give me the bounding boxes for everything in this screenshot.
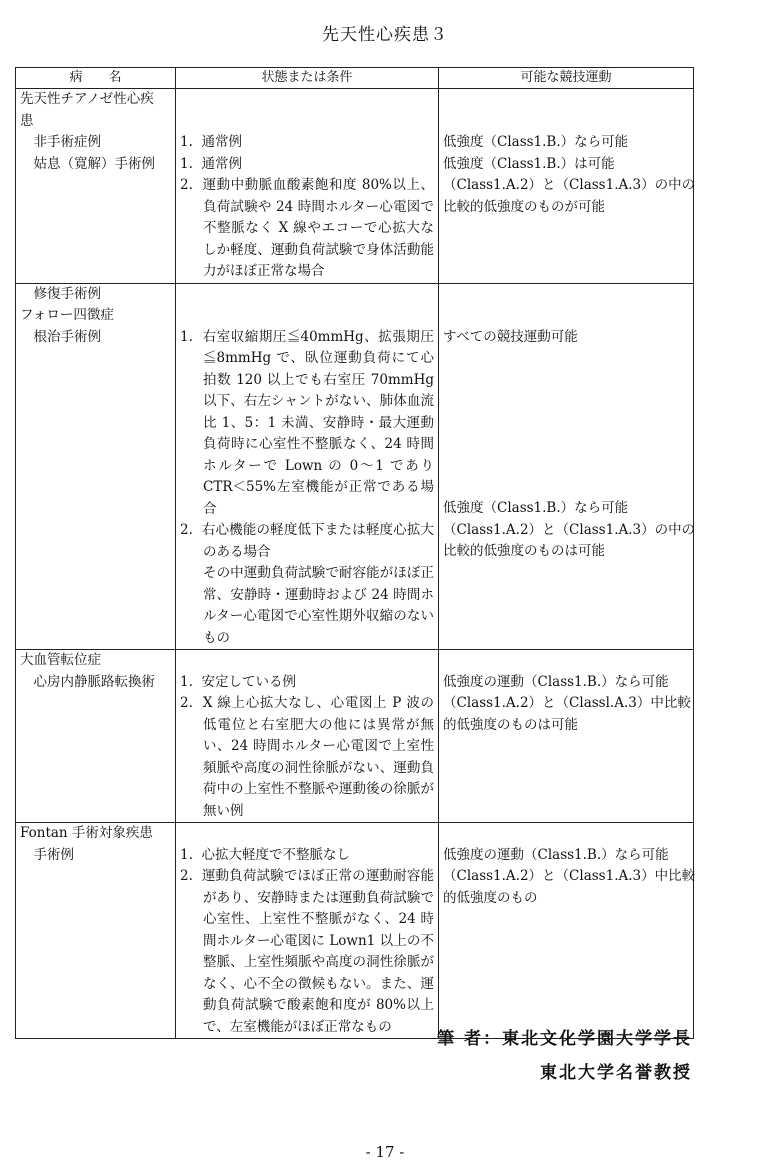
disease-line: Fontan 手術対象疾患 xyxy=(20,825,153,841)
sports-cell xyxy=(439,650,694,823)
sports-line: 低強度（Class1.B.）なら可能 xyxy=(443,134,629,150)
conditions-cell xyxy=(176,283,439,650)
condition-item: 1. 通常例 xyxy=(180,134,242,150)
condition-item: 1. 安定している例 xyxy=(180,673,296,690)
condition-item: 2. 運動中動脈血酸素飽和度 80%以上、負荷試験や 24 時間ホルター心電図で不整脈なく X 線やエコーで心拡大なしか軽度、運動負荷試験で身体活動能力がほぼ正常な場合 xyxy=(180,177,434,279)
disease-line: 心房内静脈路転換術 xyxy=(20,673,155,690)
disease-cell xyxy=(16,89,176,284)
condition-item: 1. 心拡大軽度で不整脈なし xyxy=(180,846,350,863)
condition-item: 2. 右心機能の軽度低下または軽度心拡大のある場合 xyxy=(180,522,434,560)
sports-line: 的低強度のもの xyxy=(443,889,538,906)
disease-line: 手術例 xyxy=(20,846,74,863)
page-title: 先天性心疾患３ xyxy=(322,25,448,45)
condition-item: 1. 右室収縮期圧≦40mmHg、拡張期圧≦8mmHg で、臥位運動負荷にて心拍数 120 以上でも右室圧 70mmHg 以下、右左シャントがない、肺体血流比 1、5：1 未満、安静時・最大運動負荷時に心室性不整脈なく、24 時間ホルターで Lown の 0～1 でありCTR＜55%左室機能が正常である場合 xyxy=(180,328,434,517)
disease-line: 修復手術例 xyxy=(20,285,101,302)
condition-item: 2. X 線上心拡大なし、心電図上 P 波の低電位と右室肥大の他には異常が無い、24 時間ホルター心電図で上室性頻脈や高度の洞性徐脈がない、運動負荷中の上室性不整脈や運動後の徐脈が無い例 xyxy=(180,695,434,819)
disease-line: 非手術症例 xyxy=(20,134,101,150)
disease-line: 先天性チアノゼ性心疾 xyxy=(20,91,154,107)
sports-line: 比較的低強度のものが可能 xyxy=(443,198,605,215)
disease-line: 患 xyxy=(20,112,34,129)
sports-line: （Class1.A.2）と（Class1.A.3）の中の xyxy=(443,521,696,538)
sports-line: 的低強度のものは可能 xyxy=(443,716,578,733)
table-header-row xyxy=(16,68,694,89)
author-line: 筆 者：東北文化学園大学学長 xyxy=(437,1029,692,1049)
sports-line: 低強度（Class1.B.）なら可能 xyxy=(443,500,629,516)
sports-line: 低強度の運動（Class1.B.）なら可能 xyxy=(443,846,669,863)
sports-line: （Class1.A.2）と（Classl.A.3）中比較 xyxy=(443,695,691,711)
table-row xyxy=(16,89,694,284)
conditions-cell xyxy=(176,89,439,284)
disease-cell xyxy=(16,823,176,1039)
sports-cell xyxy=(439,283,694,650)
sports-line: すべての競技運動可能 xyxy=(443,328,578,345)
header-disease: 病 名 xyxy=(16,68,176,89)
sports-line: 比較的低強度のものは可能 xyxy=(443,543,605,559)
sports-line: 低強度の運動（Class1.B.）なら可能 xyxy=(443,673,669,690)
page-number: - 17 - xyxy=(365,1143,405,1161)
table-row xyxy=(16,650,694,823)
disease-line: 大血管転位症 xyxy=(20,652,101,668)
sports-line: （Class1.A.2）と（Class1.A.3）の中の xyxy=(443,177,696,193)
sports-line: （Class1.A.2）と（Class1.A.3）中比較 xyxy=(443,868,696,884)
table-row xyxy=(16,283,694,650)
condition-item: 1. 通常例 xyxy=(180,155,242,172)
author-title: 東北大学名誉教授 xyxy=(540,1063,692,1083)
disease-line: 根治手術例 xyxy=(20,328,101,345)
condition-item: その中運動負荷試験で耐容能がほぼ正常、安静時・運動時および 24 時間ホルター心電図で心室性期外収縮のないもの xyxy=(203,565,434,646)
disease-cell xyxy=(16,650,176,823)
disease-cell xyxy=(16,283,176,650)
conditions-cell xyxy=(176,650,439,823)
conditions-cell xyxy=(176,823,439,1039)
disease-line: 姑息（寛解）手術例 xyxy=(20,155,155,172)
sports-line: 低強度（Class1.B.）は可能 xyxy=(443,155,615,172)
condition-item: 2. 運動負荷試験でほぼ正常の運動耐容能があり、安静時または運動負荷試験で心室性、上室性不整脈がなく、24 時間ホルター心電図に Lown1 以上の不整脈、上室性頻脈や高度の洞性徐脈がなく、心不全の徴候もない。また、運動負荷試験で酸素飽和度が 80%以上で、左室機能がほぼ正常なもの xyxy=(180,868,434,1035)
sports-cell xyxy=(439,823,694,1039)
header-conditions: 状態または条件 xyxy=(176,68,439,89)
table-row xyxy=(16,823,694,1039)
header-sports: 可能な競技運動 xyxy=(439,68,694,89)
sports-guideline-table xyxy=(15,67,694,1039)
disease-line: フォロー四徴症 xyxy=(20,307,114,323)
sports-cell xyxy=(439,89,694,284)
